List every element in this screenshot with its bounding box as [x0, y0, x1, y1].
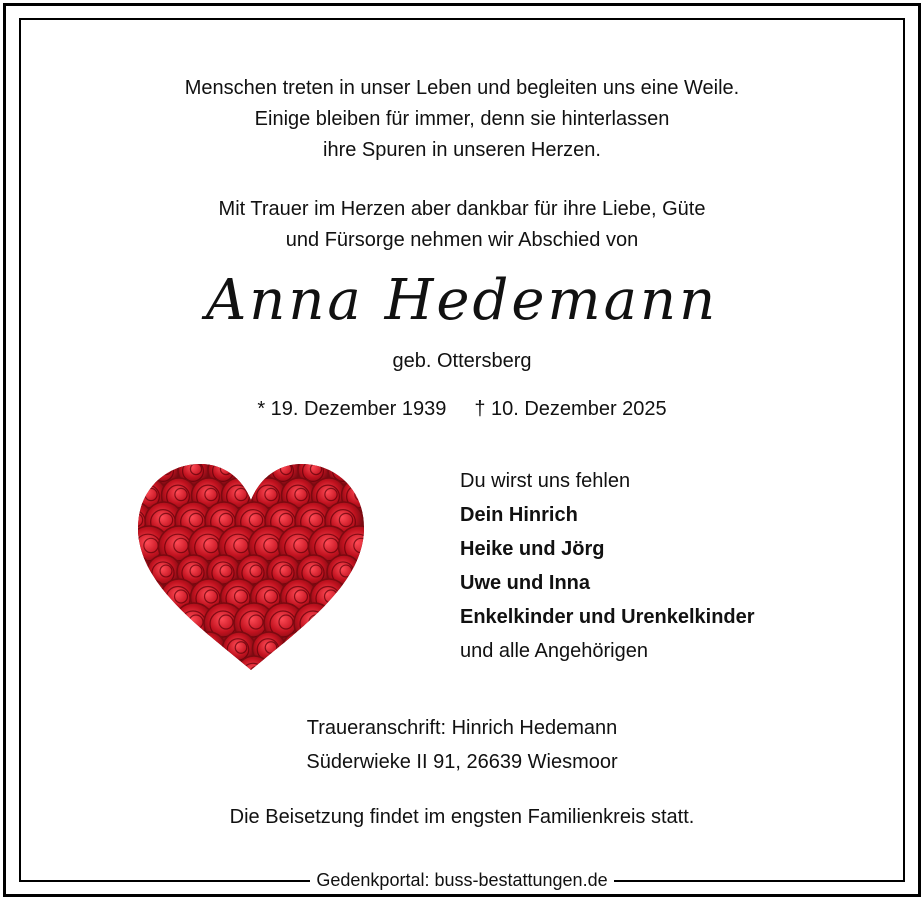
- address-line: Traueranschrift: Hinrich Hedemann: [306, 717, 618, 739]
- mourner-name: Uwe und Inna: [460, 572, 590, 594]
- poem-line: Einige bleiben für immer, denn sie hinterlassen: [254, 108, 670, 130]
- intro-line: und Fürsorge nehmen wir Abschied von: [285, 229, 639, 251]
- death-date: † 10. Dezember 2025: [474, 398, 667, 420]
- footer: [0, 868, 924, 892]
- mourners-intro: Du wirst uns fehlen: [460, 470, 631, 492]
- life-dates: [0, 396, 924, 422]
- intro-text: [0, 194, 924, 256]
- mourner-name: Heike und Jörg: [460, 538, 605, 560]
- poem-line: Menschen treten in unser Leben und begleiten uns eine Weile.: [184, 77, 740, 99]
- maiden-name: geb. Ottersberg: [392, 350, 532, 372]
- burial-note: Die Beisetzung findet im engsten Familienkreis statt.: [229, 806, 695, 828]
- rose-heart-svg: [134, 460, 368, 678]
- mourner-name: Enkelkinder und Urenkelkinder: [460, 606, 755, 628]
- mourning-address: [0, 711, 924, 779]
- mourners-list: [460, 466, 755, 670]
- intro-line: Mit Trauer im Herzen aber dankbar für ihre Liebe, Güte: [218, 198, 706, 220]
- poem: [0, 73, 924, 166]
- memorial-portal-link[interactable]: Gedenkportal: buss-bestattungen.de: [310, 870, 613, 890]
- birth-date: * 19. Dezember 1939: [257, 398, 447, 420]
- poem-line: ihre Spuren in unseren Herzen.: [323, 139, 601, 161]
- mourner-name: Dein Hinrich: [460, 504, 578, 526]
- deceased-name: Anna Hedemann: [205, 268, 719, 333]
- mourners-closing: und alle Angehörigen: [460, 640, 648, 662]
- rose-heart-icon: [134, 460, 368, 678]
- address-line: Süderwieke II 91, 26639 Wiesmoor: [306, 751, 618, 773]
